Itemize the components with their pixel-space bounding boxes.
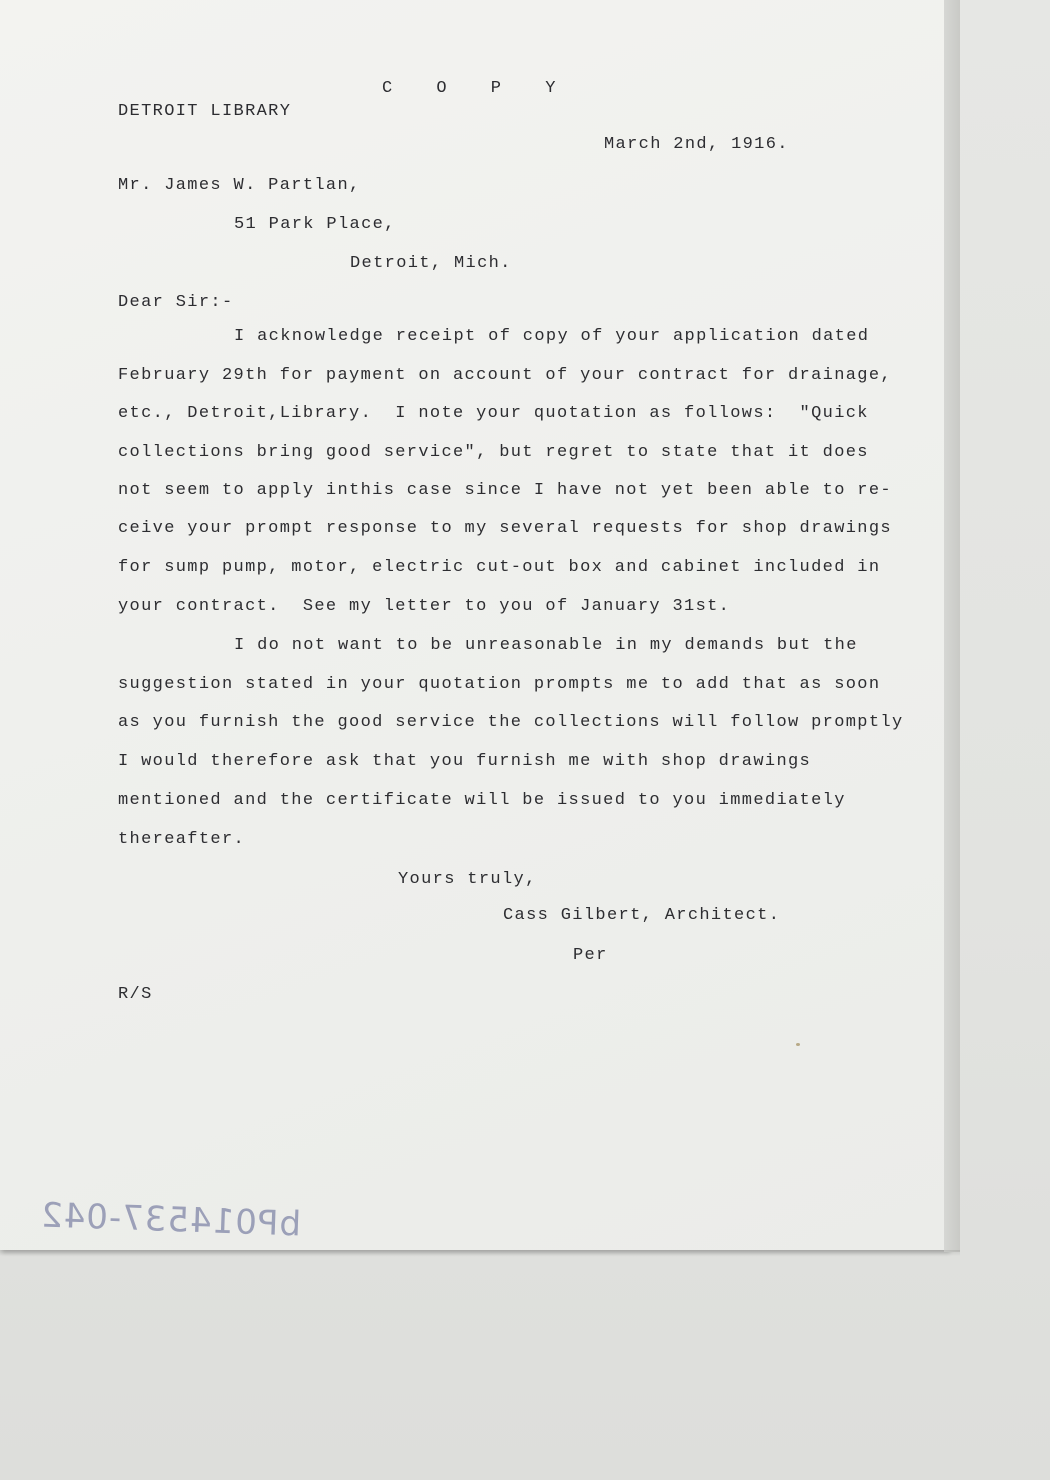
- body-line: not seem to apply inthis case since I have not yet been able to re-: [118, 481, 892, 500]
- recipient-street: 51 Park Place,: [234, 215, 396, 234]
- sheet-shadow: [0, 1250, 960, 1256]
- body-line: I do not want to be unreasonable in my demands but the: [234, 636, 858, 655]
- letter-header: DETROIT LIBRARY: [118, 102, 292, 121]
- recipient-city: Detroit, Mich.: [350, 254, 512, 273]
- sheet-edge: [944, 0, 960, 1252]
- body-line: suggestion stated in your quotation prompts me to add that as soon: [118, 675, 881, 694]
- letter-date: March 2nd, 1916.: [604, 135, 789, 154]
- typist-initials: R/S: [118, 985, 153, 1004]
- archive-number-stamp: bP014537-042: [39, 1195, 302, 1245]
- paper-speck: [796, 1043, 800, 1046]
- body-line: I would therefore ask that you furnish me with shop drawings: [118, 752, 812, 771]
- body-line: ceive your prompt response to my several requests for shop drawings: [118, 519, 892, 538]
- recipient-name: Mr. James W. Partlan,: [118, 176, 361, 195]
- body-line: as you furnish the good service the collections will follow promptly: [118, 713, 904, 732]
- body-line: for sump pump, motor, electric cut-out box and cabinet included in: [118, 558, 881, 577]
- per-line: Per: [573, 946, 608, 965]
- body-line: etc., Detroit,Library. I note your quotation as follows: "Quick: [118, 404, 869, 423]
- copy-mark: C O P Y: [382, 79, 573, 98]
- body-line: I acknowledge receipt of copy of your application dated: [234, 327, 870, 346]
- body-line: your contract. See my letter to you of January 31st.: [118, 597, 731, 616]
- signature: Cass Gilbert, Architect.: [503, 906, 781, 925]
- body-line: thereafter.: [118, 830, 246, 849]
- body-line: mentioned and the certificate will be issued to you immediately: [118, 791, 846, 810]
- body-line: collections bring good service", but regret to state that it does: [118, 443, 869, 462]
- closing: Yours truly,: [398, 870, 537, 889]
- salutation: Dear Sir:-: [118, 293, 234, 312]
- body-line: February 29th for payment on account of your contract for drainage,: [118, 366, 892, 385]
